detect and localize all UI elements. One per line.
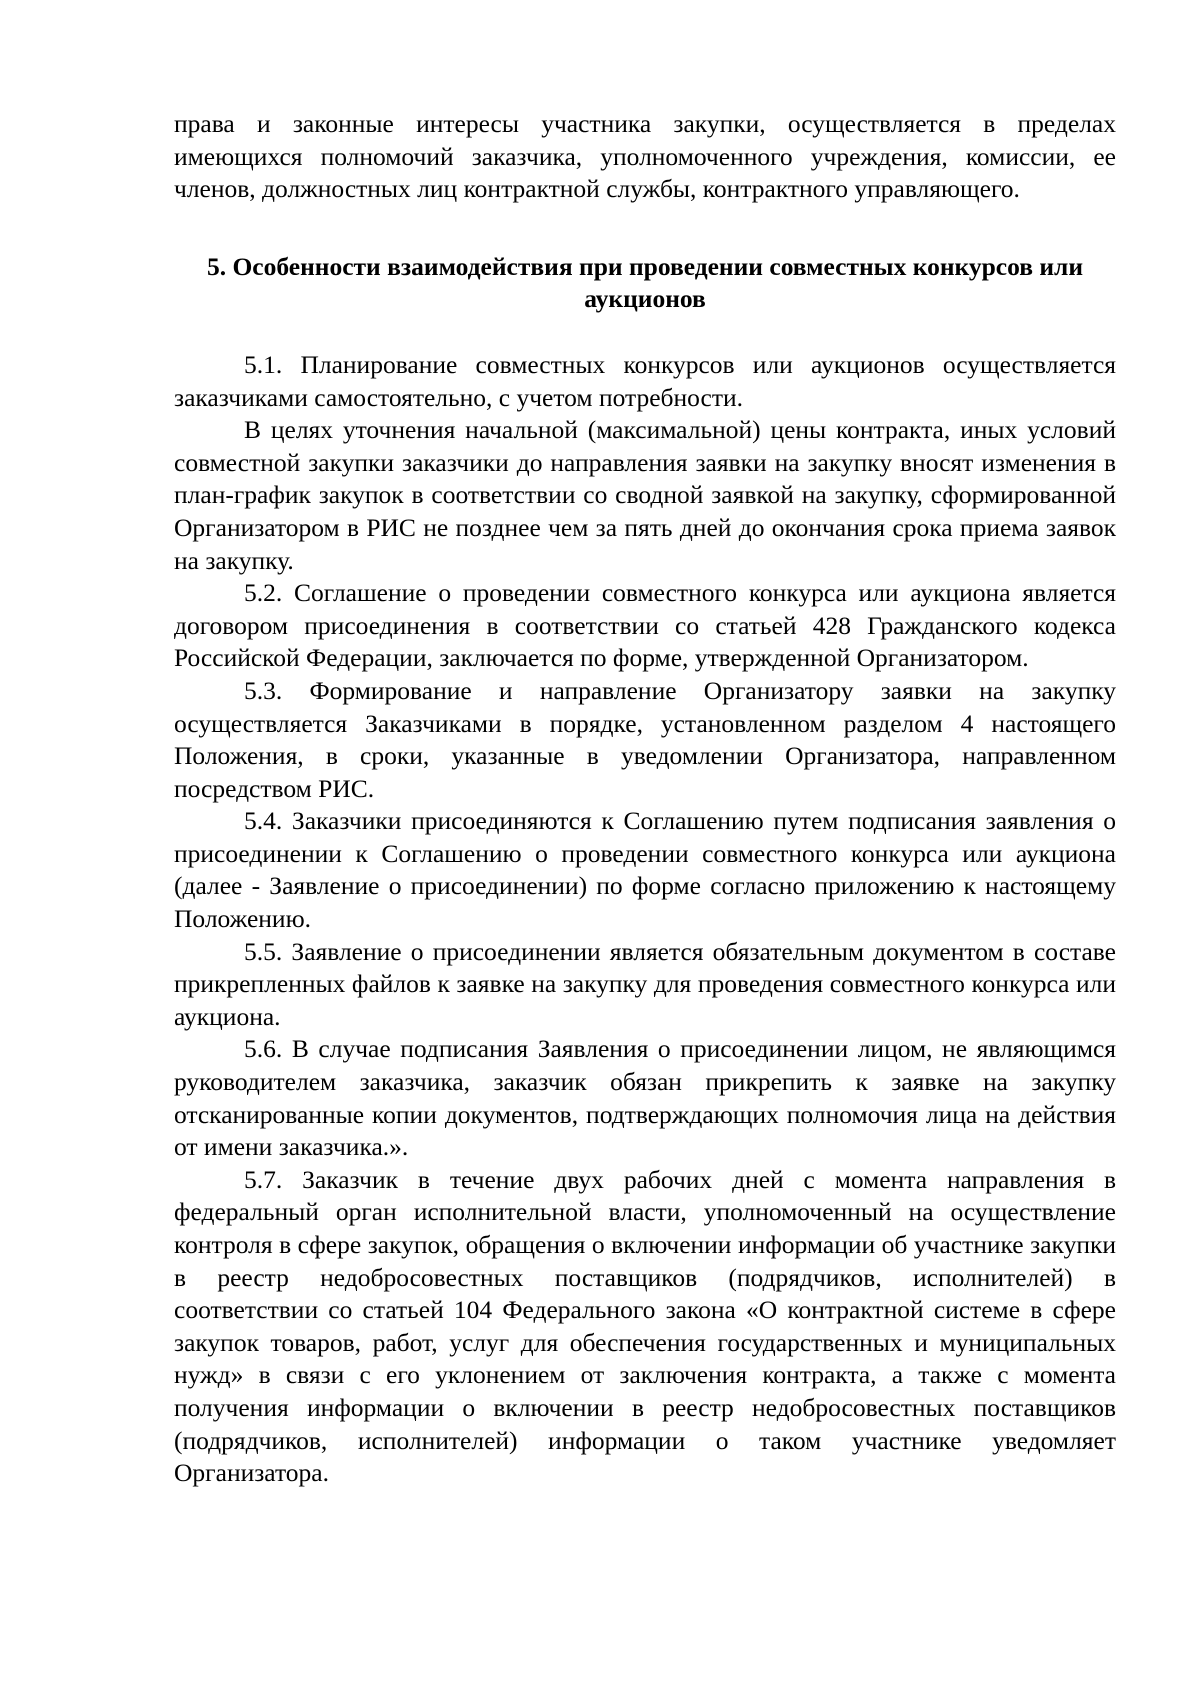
paragraph-5-1: 5.1. Планирование совместных конкурсов или аукционов осуществляется заказчиками самостоятельно, с учетом потребности.	[174, 349, 1116, 412]
paragraph-5-4: 5.4. Заказчики присоединяются к Соглашению путем подписания заявления о присоединении к Соглашению о проведении совместного конкурса или аукциона (далее - Заявление о присоединении) по форме согласно приложению к настоящему Положению.	[174, 806, 1116, 934]
document-page	[174, 108, 1116, 1490]
paragraph-5-5: 5.5. Заявление о присоединении является обязательным документом в составе прикрепленных файлов к заявке на закупку для проведения совместного конкурса или аукциона.	[174, 936, 1116, 1031]
paragraph-5-6: 5.6. В случае подписания Заявления о присоединении лицом, не являющимся руководителем заказчика, заказчик обязан прикрепить к заявке на закупку отсканированные копии документов, подтверждающих полномочия лица на действия от имени заказчика.».	[174, 1034, 1116, 1162]
paragraph-5-7: 5.7. Заказчик в течение двух рабочих дней с момента направления в федеральный орган исполнительной власти, уполномоченный на осуществление контроля в сфере закупок, обращения о включении информации об участнике закупки в реестр недобросовестных поставщиков (подрядчиков, исполнителей) в соответствии со статьей 104 Федерального закона «О контрактной системе в сфере закупок товаров, работ, услуг для обеспечения государственных и муниципальных нужд» в связи с его уклонением от заключения контракта, а также с момента получения информации о включении в реестр недобросовестных поставщиков (подрядчиков, исполнителей) информации о таком участнике уведомляет Организатора.	[174, 1164, 1116, 1488]
section-heading: 5. Особенности взаимодействия при проведении совместных конкурсов или аукционов	[206, 251, 1084, 314]
paragraph-5-1-continued: В целях уточнения начальной (максимальной) цены контракта, иных условий совместной закупки заказчики до направления заявки на закупку вносят изменения в план-график закупок в соответствии со сводной заявкой на закупку, сформированной Организатором в РИС не позднее чем за пять дней до окончания срока приема заявок на закупку.	[174, 415, 1116, 575]
paragraph-5-3: 5.3. Формирование и направление Организатору заявки на закупку осуществляется Заказчиками в порядке, установленном разделом 4 настоящего Положения, в сроки, указанные в уведомлении Организатора, направленном посредством РИС.	[174, 675, 1116, 803]
paragraph-intro: права и законные интересы участника закупки, осуществляется в пределах имеющихся полномочий заказчика, уполномоченного учреждения, комиссии, ее членов, должностных лиц контрактной службы, контрактного управляющего.	[174, 109, 1116, 204]
paragraph-5-2: 5.2. Соглашение о проведении совместного конкурса или аукциона является договором присоединения в соответствии со статьей 428 Гражданского кодекса Российской Федерации, заключается по форме, утвержденной Организатором.	[174, 578, 1116, 673]
